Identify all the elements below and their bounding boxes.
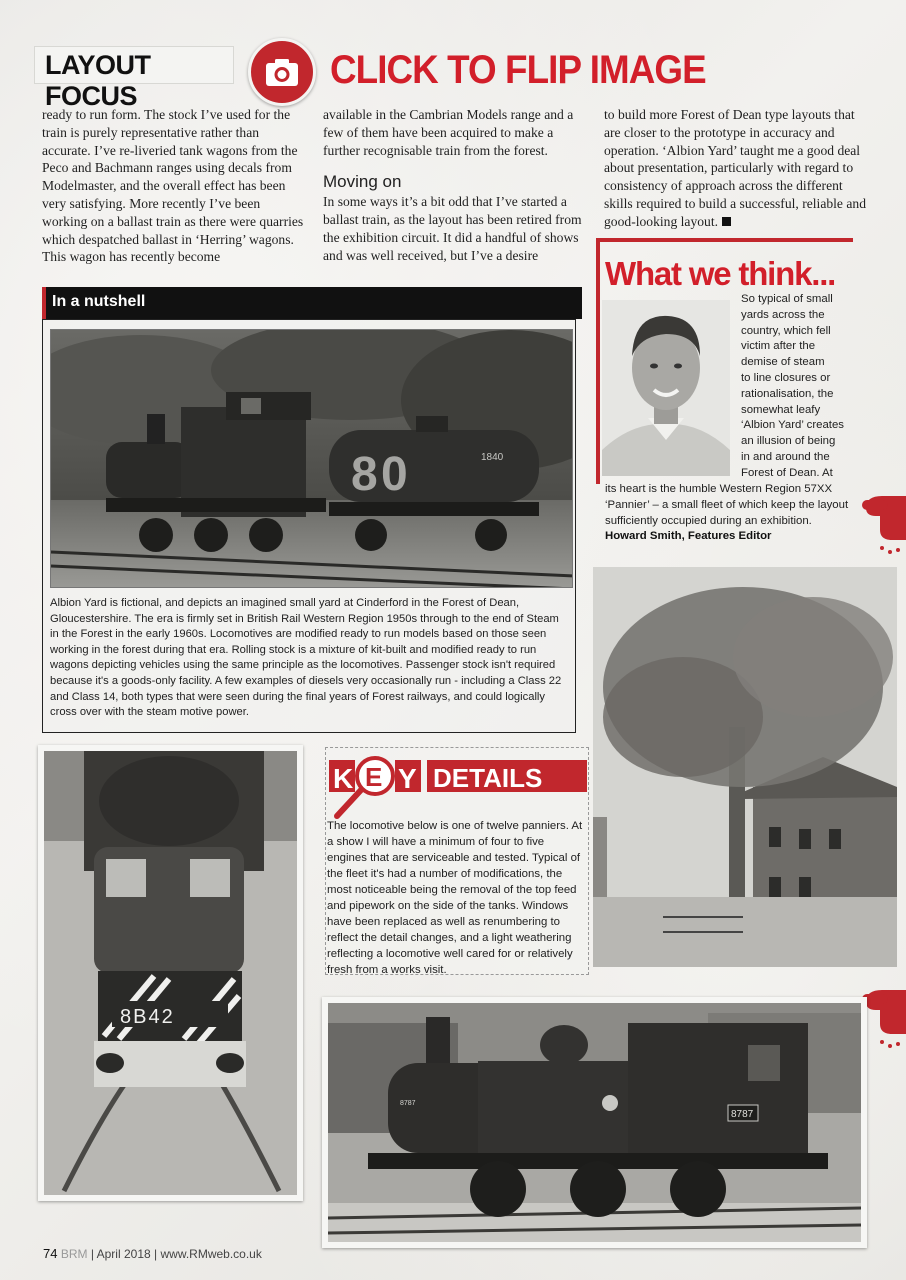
- wwt-line: yards across the: [741, 308, 825, 321]
- flip-image-link[interactable]: CLICK TO FLIP IMAGE: [330, 48, 706, 92]
- svg-text:0: 0: [381, 448, 408, 501]
- nutshell-text: Albion Yard is fictional, and depicts an imagined small yard at Cinderford in the Forest of Dean, Gloucestershire. The era is firmly set in British Rail Western Region 1950s through to the end of Steam in the Forest in the early 1960s. Locomotives are modified ready to run models based on those seen working in the forest during that era. Rolling stock is a mixture of kit-built and modified ready to run wagons depicting vehicles using the same principle as the locomotives. Passenger stock isn't required because it's a goods-only facility. A few examples of diesels very occasionally run - including a Class 22 and Class 14, both types that were seen during the final years of Forest railways, and could logically cross over with the steam motive power.: [50, 597, 562, 719]
- pointing-hand-icon[interactable]: [862, 980, 906, 1060]
- photo-pannier-tank-wagon-image: [51, 330, 573, 588]
- kd-logo-e: E: [365, 762, 383, 792]
- body-paragraph: ready to run form. The stock I’ve used for the train is purely representative rather than accurate. I’ve re-liveried tank wagons from the Peco and Bachmann ranges using decals from Modelmaster, and the overall effect has been very satisfying. More recently I’ve been working on a ballast train as there were quarries which despatched ballast in ‘Herring’ wagons. This wagon has recently become: [42, 107, 304, 265]
- wwt-line: Forest of Dean. At: [741, 466, 833, 479]
- wwt-line: So typical of small: [741, 293, 833, 305]
- wwt-rule-top: [596, 238, 853, 242]
- nutshell-title: In a nutshell: [42, 287, 582, 319]
- wwt-line: demise of steam: [741, 356, 825, 369]
- wwt-text-narrow: [741, 292, 871, 482]
- svg-text:8: 8: [351, 448, 378, 501]
- body-paragraph: In some ways it’s a bit odd that I’ve started a ballast train, as the layout has been retired from the exhibition circuit. It did a handful of shows and was well received, but I’ve a desire: [323, 194, 582, 263]
- photo-diesel-class14: [38, 745, 303, 1201]
- wwt-line: to line closures or: [741, 371, 831, 384]
- footer-divider: |: [90, 1247, 94, 1261]
- photo-pannier-57xx: [322, 997, 867, 1248]
- body-paragraph: available in the Cambrian Models range and a few of them have been acquired to make a further recognisable train from the forest.: [323, 107, 574, 158]
- flip-image-button[interactable]: [248, 38, 316, 106]
- wwt-line: rationalisation, the: [741, 387, 834, 400]
- pannier-smokebox-number: 8787: [400, 1100, 416, 1107]
- wwt-line: in and around the: [741, 450, 830, 463]
- editor-portrait: [602, 300, 730, 476]
- camera-icon: [251, 41, 313, 103]
- wwt-rule-left: [596, 238, 600, 484]
- wwt-line: an illusion of being: [741, 435, 836, 448]
- body-column-2: [323, 106, 586, 264]
- wwt-line: ‘Albion Yard’ creates: [741, 419, 844, 432]
- wwt-line: sufficiently occupied during an exhibition.: [605, 514, 812, 527]
- photo-tree-buildings: [593, 567, 897, 967]
- wwt-line: victim after the: [741, 340, 816, 353]
- wwt-line: ‘Pannier’ – a small fleet of which keep the layout: [605, 498, 849, 511]
- photo-tree-buildings-image: [593, 567, 897, 967]
- key-details-text: The locomotive below is one of twelve panniers. At a show I will have a minimum of four to five engines that are serviceable and tested. Typical of the fleet it's had a number of modifications, the most noticeable being the removal of the top feed and pipework on the side of the tanks. Windows have been replaced as well as renumbering to reflect the detail changes, and a light weathering reflecting a locomotive well cared for or relatively fresh from a works visit.: [327, 820, 583, 976]
- key-details-logo: [327, 756, 589, 822]
- kd-logo-details: DETAILS: [433, 763, 543, 793]
- wwt-line: country, which fell: [741, 324, 831, 337]
- page-number: 74: [43, 1246, 58, 1261]
- magazine-name: BRM: [60, 1247, 88, 1261]
- tank-wagon-number: 1840: [481, 452, 504, 463]
- photo-pannier-image: [328, 1003, 861, 1242]
- wwt-signature: Howard Smith, Features Editor: [605, 530, 772, 543]
- wwt-title: What we think...: [605, 255, 836, 292]
- kd-logo-k: K: [333, 763, 354, 794]
- editor-portrait-image: [602, 300, 730, 476]
- website-link[interactable]: www.RMweb.co.uk: [160, 1247, 262, 1261]
- photo-diesel-image: [44, 751, 297, 1195]
- kd-logo-y: Y: [398, 763, 417, 794]
- body-text: to build more Forest of Dean type layouts that are closer to the prototype in accuracy and operation. ‘Albion Yard’ taught me a good deal about presentation, particularly with regard to consistency of approach across the different skills required to build a successful, reliable and good-looking layout.: [604, 107, 866, 229]
- pannier-number: 8787: [731, 1109, 754, 1120]
- issue-date: April 2018: [96, 1247, 151, 1261]
- pointing-hand-icon[interactable]: [862, 486, 906, 566]
- wwt-text-wide: [605, 482, 865, 545]
- body-column-3: [604, 106, 868, 231]
- section-tag: LAYOUT FOCUS: [34, 46, 234, 84]
- wwt-line: its heart is the humble Western Region 57XX: [605, 483, 833, 495]
- end-mark: [722, 217, 731, 226]
- photo-pannier-tank-wagon: [50, 329, 573, 588]
- footer-divider: |: [154, 1247, 158, 1261]
- diesel-number: 8B42: [120, 1006, 175, 1028]
- body-paragraph: [604, 106, 868, 231]
- section-heading: Moving on: [323, 172, 402, 192]
- wwt-line: somewhat leafy: [741, 403, 821, 416]
- body-column-1: [42, 106, 308, 266]
- page-footer: [43, 1246, 262, 1261]
